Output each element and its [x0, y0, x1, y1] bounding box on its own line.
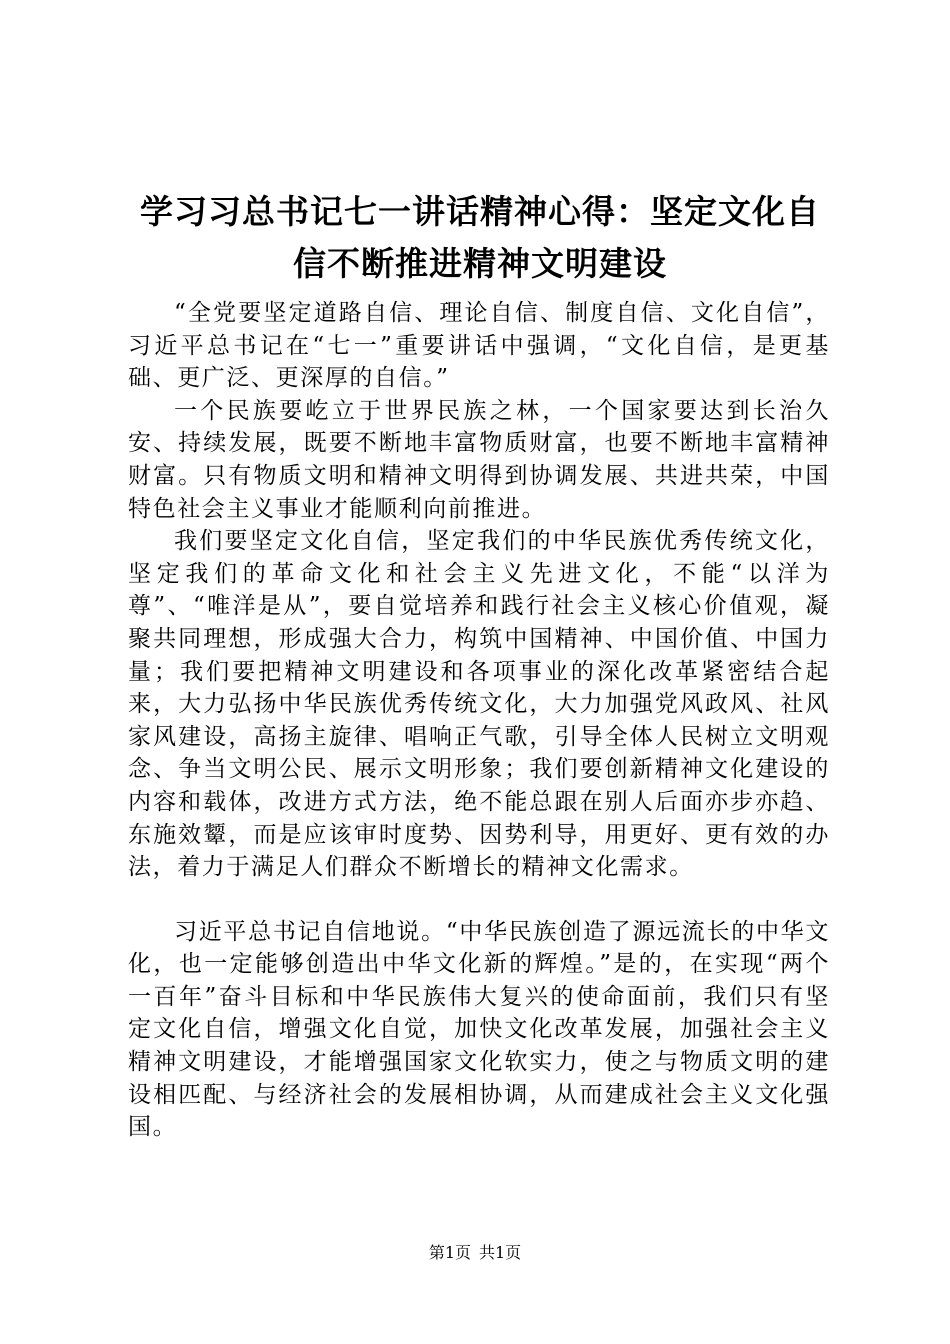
- paragraph-1: “全党要坚定道路自信、理论自信、制度自信、文化自信”，习近平总书记在“七一”重要讲话中强调，“文化自信，是更基础、更广泛、更深厚的自信。”: [128, 300, 830, 392]
- document-body: [128, 297, 830, 1144]
- page-total: 共1页: [479, 1243, 522, 1262]
- title-line-2: 信不断推进精神文明建设: [293, 244, 667, 283]
- page-footer: [0, 1243, 950, 1263]
- paragraph-2: 一个民族要屹立于世界民族之林，一个国家要达到长治久安、持续发展，既要不断地丰富物质财富，也要不断地丰富精神财富。只有物质文明和精神文明得到协调发展、共进共荣，中国特色社会主义事业才能顺利向前推进。: [128, 397, 830, 522]
- page-number: 第1页: [428, 1243, 471, 1262]
- paragraph-3: 我们要坚定文化自信，坚定我们的中华民族优秀传统文化，坚定我们的革命文化和社会主义先进文化，不能“以洋为尊”、“唯洋是从”，要自觉培养和践行社会主义核心价值观，凝聚共同理想，形成强大合力，构筑中国精神、中国价值、中国力量；我们要把精神文明建设和各项事业的深化改革紧密结合起来，大力弘扬中华民族优秀传统文化，大力加强党风政风、社风家风建设，高扬主旋律、唱响正气歌，引导全体人民树立文明观念、争当文明公民、展示文明形象；我们要创新精神文化建设的内容和载体，改进方式方法，绝不能总跟在别人后面亦步亦趋、东施效颦，而是应该审时度势、因势利导，用更好、更有效的办法，着力于满足人们群众不断增长的精神文化需求。: [128, 528, 830, 881]
- document-title: [110, 186, 850, 290]
- title-line-1: 学习习总书记七一讲话精神心得：坚定文化自: [140, 192, 820, 231]
- paragraph-4: 习近平总书记自信地说。“中华民族创造了源远流长的中华文化，也一定能够创造出中华文化新的辉煌。”是的，在实现“两个一百年”奋斗目标和中华民族伟大复兴的使命面前，我们只有坚定文化自信，增强文化自觉，加快文化改革发展，加强社会主义精神文明建设，才能增强国家文化软实力，使之与物质文明的建设相匹配、与经济社会的发展相协调，从而建成社会主义文化强国。: [128, 918, 830, 1141]
